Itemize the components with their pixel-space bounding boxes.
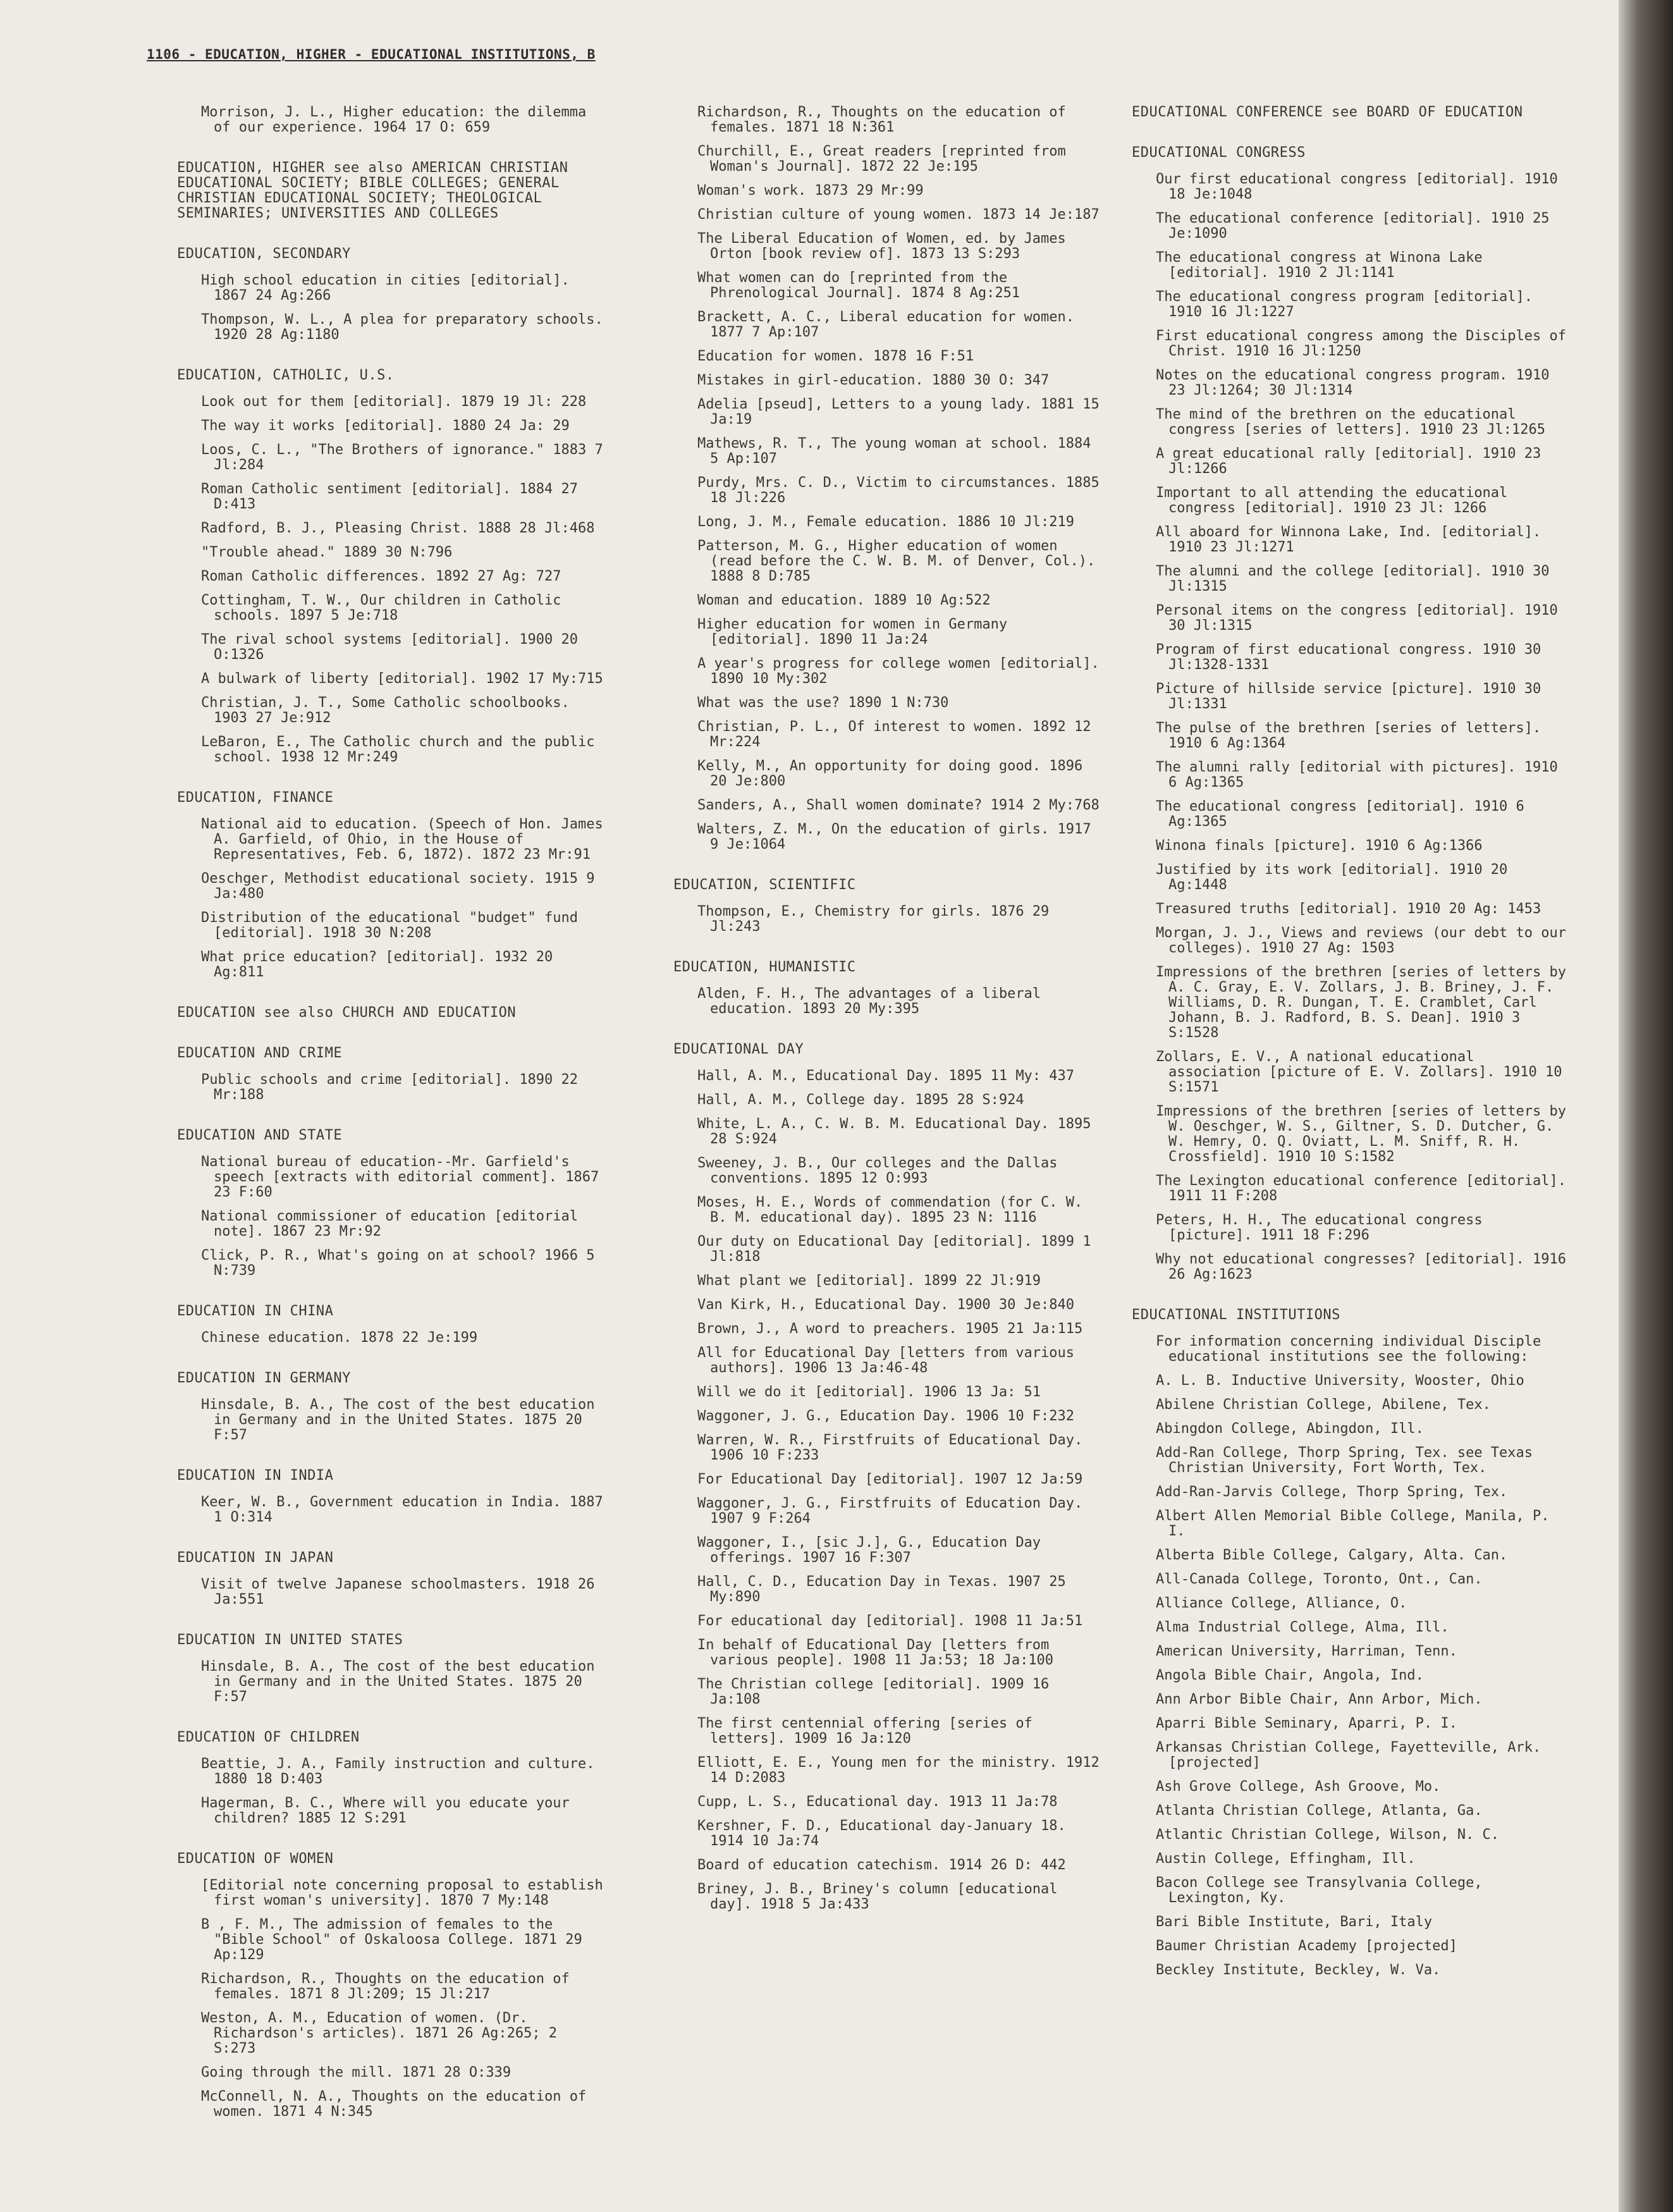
subject-heading: EDUCATIONAL CONFERENCE see BOARD OF EDUCATION — [1132, 104, 1523, 120]
index-entry: Oeschger, Methodist educational society. 1915 9 Ja:480 — [201, 871, 595, 902]
index-entry: The Christian college [editorial]. 1909 16 Ja:108 — [697, 1676, 1050, 1707]
index-entry: Important to all attending the educational congress [editorial]. 1910 23 Jl: 1266 — [1156, 485, 1508, 516]
index-entry: National aid to education. (Speech of Hon. James A. Garfield, of Ohio, in the House of Representatives, Feb. 6, 1872). 1872 23 Mr:91 — [201, 816, 603, 863]
index-entry: Mathews, R. T., The young woman at school. 1884 5 Ap:107 — [697, 436, 1091, 467]
index-entry: Christian culture of young women. 1873 14 Je:187 — [697, 207, 1100, 223]
index-entry: Board of education catechism. 1914 26 D: 442 — [697, 1857, 1066, 1873]
index-entry: Patterson, M. G., Higher education of women (read before the C. W. B. M. of Denver, Col.). 1888 8 D:785 — [697, 538, 1096, 584]
index-entry: Alberta Bible College, Calgary, Alta. Can. — [1156, 1547, 1508, 1563]
index-entry: Walters, Z. M., On the education of girls. 1917 9 Je:1064 — [697, 821, 1091, 852]
index-entry: Impressions of the brethren [series of letters by A. C. Gray, E. V. Zollars, J. B. Briney, J. F. Williams, D. R. Dungan, T. E. Cramblet, Carl Johann, B. J. Radford, B. S. Dean]. 1910 3 S:1528 — [1156, 964, 1567, 1041]
index-entry: Richardson, R., Thoughts on the education of females. 1871 18 N:361 — [697, 104, 1066, 135]
index-entry: Treasured truths [editorial]. 1910 20 Ag: 1453 — [1156, 901, 1541, 917]
index-entry: Ash Grove College, Ash Groove, Mo. — [1156, 1779, 1441, 1795]
index-entry: Our duty on Educational Day [editorial]. 1899 1 Jl:818 — [697, 1234, 1091, 1265]
index-entry: The rival school systems [editorial]. 1900 20 O:1326 — [201, 632, 579, 663]
index-entry: Brackett, A. C., Liberal education for women. 1877 7 Ap:107 — [697, 309, 1075, 340]
index-entry: Waggoner, J. G., Education Day. 1906 10 F:232 — [697, 1408, 1075, 1424]
index-entry: What was the use? 1890 1 N:730 — [697, 695, 949, 711]
index-entry: The educational congress at Winona Lake [editorial]. 1910 2 Jl:1141 — [1156, 250, 1483, 281]
index-entry: Arkansas Christian College, Fayetteville, Ark. [projected] — [1156, 1740, 1541, 1771]
index-entry: Thompson, W. L., A plea for preparatory schools. 1920 28 Ag:1180 — [201, 312, 603, 343]
index-entry: Justified by its work [editorial]. 1910 20 Ag:1448 — [1156, 862, 1508, 893]
index-entry: Long, J. M., Female education. 1886 10 Jl:219 — [697, 514, 1075, 530]
index-entry: Keer, W. B., Government education in India. 1887 1 O:314 — [201, 1494, 603, 1525]
index-entry: Weston, A. M., Education of women. (Dr. Richardson's articles). 1871 26 Ag:265; 2 S:273 — [201, 2010, 558, 2056]
index-column-2 — [673, 105, 1103, 1921]
index-entry: Waggoner, I., [sic J.], G., Education Day offerings. 1907 16 F:307 — [697, 1535, 1041, 1566]
index-entry: The first centennial offering [series of letters]. 1909 16 Ja:120 — [697, 1716, 1033, 1747]
index-entry: Notes on the educational congress program. 1910 23 Jl:1264; 30 Jl:1314 — [1156, 367, 1550, 398]
index-entry: Why not educational congresses? [editorial]. 1916 26 Ag:1623 — [1156, 1251, 1567, 1282]
index-entry: Add-Ran-Jarvis College, Thorp Spring, Tex. — [1156, 1484, 1508, 1500]
subject-heading: EDUCATION, SCIENTIFIC — [673, 877, 856, 893]
subject-heading: EDUCATION AND CRIME — [177, 1045, 343, 1061]
index-entry: Elliott, E. E., Young men for the ministry. 1912 14 D:2083 — [697, 1755, 1100, 1786]
index-entry: What price education? [editorial]. 1932 20 Ag:811 — [201, 949, 553, 980]
index-entry: Roman Catholic sentiment [editorial]. 1884 27 D:413 — [201, 481, 579, 512]
index-entry: Higher education for women in Germany [editorial]. 1890 11 Ja:24 — [697, 617, 1008, 648]
index-entry: First educational congress among the Disciples of Christ. 1910 16 Jl:1250 — [1156, 328, 1567, 359]
subject-heading: EDUCATION, CATHOLIC, U.S. — [177, 367, 395, 383]
subject-heading: EDUCATION OF WOMEN — [177, 1851, 334, 1867]
index-entry: For Educational Day [editorial]. 1907 12 Ja:59 — [697, 1472, 1083, 1487]
index-entry: Christian, P. L., Of interest to women. 1892 12 Mr:224 — [697, 719, 1091, 750]
index-entry: Kelly, M., An opportunity for doing good. 1896 20 Je:800 — [697, 758, 1083, 789]
index-entry: Angola Bible Chair, Angola, Ind. — [1156, 1668, 1424, 1683]
index-entry: Austin College, Effingham, Ill. — [1156, 1851, 1416, 1867]
index-entry: [Editorial note concerning proposal to establish first woman's university]. 1870 7 My:148 — [201, 1877, 603, 1908]
index-entry: Purdy, Mrs. C. D., Victim to circumstances. 1885 18 Jl:226 — [697, 475, 1100, 506]
index-entry: The way it works [editorial]. 1880 24 Ja: 29 — [201, 418, 570, 434]
index-entry: All-Canada College, Toronto, Ont., Can. — [1156, 1571, 1483, 1587]
index-entry: Cottingham, T. W., Our children in Catholic schools. 1897 5 Je:718 — [201, 593, 561, 624]
index-entry: Bacon College see Transylvania College, Lexington, Ky. — [1156, 1875, 1483, 1906]
subject-heading: EDUCATION IN INDIA — [177, 1468, 334, 1484]
index-entry: Beattie, J. A., Family instruction and culture. 1880 18 D:403 — [201, 1756, 595, 1787]
index-entry: LeBaron, E., The Catholic church and the public school. 1938 12 Mr:249 — [201, 734, 595, 765]
index-entry: Sanders, A., Shall women dominate? 1914 2 My:768 — [697, 797, 1100, 813]
index-entry: Warren, W. R., Firstfruits of Educational Day. 1906 10 F:233 — [697, 1432, 1083, 1463]
index-entry: Alden, F. H., The advantages of a liberal education. 1893 20 My:395 — [697, 986, 1041, 1017]
index-column-3 — [1132, 105, 1574, 1987]
index-entry: In behalf of Educational Day [letters from various people]. 1908 11 Ja:53; 18 Ja:100 — [697, 1637, 1054, 1668]
subject-heading: EDUCATION, HUMANISTIC — [673, 959, 856, 975]
index-entry: The educational congress [editorial]. 1910 6 Ag:1365 — [1156, 799, 1524, 830]
index-entry: Brown, J., A word to preachers. 1905 21 Ja:115 — [697, 1321, 1083, 1337]
index-entry: The educational conference [editorial]. 1910 25 Je:1090 — [1156, 211, 1550, 242]
index-entry: Going through the mill. 1871 28 O:339 — [201, 2065, 512, 2080]
index-entry: High school education in cities [editorial]. 1867 24 Ag:266 — [201, 273, 570, 304]
subject-heading: EDUCATION, HIGHER see also AMERICAN CHRISTIAN EDUCATIONAL SOCIETY; BIBLE COLLEGES; GENERAL CHRISTIAN EDUCATIONAL SOCIETY; THEOLOGICAL SEMINARIES; UNIVERSITIES AND COLLEGES — [177, 160, 568, 221]
subject-heading: EDUCATIONAL CONGRESS — [1132, 145, 1306, 161]
index-entry: Thompson, E., Chemistry for girls. 1876 29 Jl:243 — [697, 904, 1050, 935]
index-column-1 — [177, 105, 607, 2129]
index-entry: Impressions of the brethren [series of letters by W. Oeschger, W. S., Giltner, S. D. Dutcher, G. W. Hemry, O. Q. Oviatt, L. M. Sniff, R. H. Crossfield]. 1910 10 S:1582 — [1156, 1103, 1567, 1165]
index-entry: What plant we [editorial]. 1899 22 Jl:919 — [697, 1273, 1041, 1289]
index-entry: Kershner, F. D., Educational day-January 18. 1914 10 Ja:74 — [697, 1818, 1066, 1849]
index-entry: For educational day [editorial]. 1908 11 Ja:51 — [697, 1613, 1083, 1629]
index-entry: Peters, H. H., The educational congress [picture]. 1911 18 F:296 — [1156, 1212, 1483, 1243]
book-gutter — [1619, 0, 1673, 2212]
index-entry: Van Kirk, H., Educational Day. 1900 30 Je:840 — [697, 1297, 1075, 1313]
index-entry: The alumni and the college [editorial]. 1910 30 Jl:1315 — [1156, 563, 1550, 594]
index-entry: National commissioner of education [editorial note]. 1867 23 Mr:92 — [201, 1208, 579, 1239]
index-entry: For information concerning individual Disciple educational institutions see the following: — [1156, 1334, 1541, 1365]
index-entry: Morgan, J. J., Views and reviews (our debt to our colleges). 1910 27 Ag: 1503 — [1156, 925, 1567, 956]
index-entry: Atlanta Christian College, Atlanta, Ga. — [1156, 1803, 1483, 1819]
subject-heading: EDUCATION, SECONDARY — [177, 246, 351, 262]
index-entry: The Lexington educational conference [editorial]. 1911 11 F:208 — [1156, 1173, 1567, 1204]
index-entry: Radford, B. J., Pleasing Christ. 1888 28 Jl:468 — [201, 520, 595, 536]
index-entry: Mistakes in girl-education. 1880 30 O: 347 — [697, 372, 1050, 388]
index-entry: Public schools and crime [editorial]. 1890 22 Mr:188 — [201, 1072, 579, 1103]
index-entry: Atlantic Christian College, Wilson, N. C. — [1156, 1827, 1500, 1843]
index-entry: Hinsdale, B. A., The cost of the best education in Germany and in the United States. 1875 20 F:57 — [201, 1659, 595, 1705]
index-entry: Alma Industrial College, Alma, Ill. — [1156, 1619, 1449, 1635]
index-entry: Bari Bible Institute, Bari, Italy — [1156, 1914, 1433, 1930]
index-entry: All aboard for Winnona Lake, Ind. [editorial]. 1910 23 Jl:1271 — [1156, 524, 1541, 555]
index-entry: The Liberal Education of Women, ed. by James Orton [book review of]. 1873 13 S:293 — [697, 231, 1066, 262]
index-entry: Baumer Christian Academy [projected] — [1156, 1938, 1457, 1954]
index-entry: Education for women. 1878 16 F:51 — [697, 348, 974, 364]
subject-heading: EDUCATIONAL DAY — [673, 1041, 804, 1057]
index-entry: Look out for them [editorial]. 1879 19 Jl: 228 — [201, 394, 587, 410]
index-entry: Hall, A. M., Educational Day. 1895 11 My: 437 — [697, 1068, 1075, 1084]
index-entry: Christian, J. T., Some Catholic schoolbooks. 1903 27 Je:912 — [201, 695, 570, 726]
index-entry: All for Educational Day [letters from various authors]. 1906 13 Ja:46-48 — [697, 1345, 1075, 1376]
index-entry: Churchill, E., Great readers [reprinted from Woman's Journal]. 1872 22 Je:195 — [697, 144, 1066, 175]
subject-heading: EDUCATION see also CHURCH AND EDUCATION — [177, 1005, 517, 1021]
subject-heading: EDUCATION, FINANCE — [177, 790, 334, 806]
index-entry: Hall, A. M., College day. 1895 28 S:924 — [697, 1092, 1024, 1108]
index-entry: Richardson, R., Thoughts on the education of females. 1871 8 Jl:209; 15 Jl:217 — [201, 1971, 570, 2002]
index-entry: B , F. M., The admission of females to the "Bible School" of Oskaloosa College. 1871 29 Ap:129 — [201, 1917, 582, 1963]
index-entry: The educational congress program [editorial]. 1910 16 Jl:1227 — [1156, 289, 1533, 320]
index-entry: Moses, H. E., Words of commendation (for C. W. B. M. educational day). 1895 23 N: 1116 — [697, 1195, 1083, 1226]
index-entry: Cupp, L. S., Educational day. 1913 11 Ja:78 — [697, 1794, 1058, 1810]
index-entry: Personal items on the congress [editorial]. 1910 30 Jl:1315 — [1156, 603, 1558, 634]
subject-heading: EDUCATION IN JAPAN — [177, 1550, 334, 1566]
index-entry: Winona finals [picture]. 1910 6 Ag:1366 — [1156, 838, 1483, 854]
index-entry: The mind of the brethren on the educational congress [series of letters]. 1910 23 Jl:1265 — [1156, 407, 1546, 438]
index-entry: A bulwark of liberty [editorial]. 1902 17 My:715 — [201, 671, 603, 687]
subject-heading: EDUCATION AND STATE — [177, 1128, 343, 1143]
index-entry: Abingdon College, Abingdon, Ill. — [1156, 1421, 1424, 1437]
subject-heading: EDUCATION OF CHILDREN — [177, 1730, 360, 1745]
index-entry: White, L. A., C. W. B. M. Educational Day. 1895 28 S:924 — [697, 1116, 1091, 1147]
index-entry: Visit of twelve Japanese schoolmasters. 1918 26 Ja:551 — [201, 1576, 595, 1607]
index-entry: Add-Ran College, Thorp Spring, Tex. see Texas Christian University, Fort Worth, Tex. — [1156, 1445, 1533, 1476]
index-entry: Adelia [pseud], Letters to a young lady. 1881 15 Ja:19 — [697, 396, 1100, 427]
index-entry: Our first educational congress [editorial]. 1910 18 Je:1048 — [1156, 171, 1558, 202]
index-entry: Albert Allen Memorial Bible College, Manila, P. I. — [1156, 1508, 1550, 1539]
index-entry: Loos, C. L., "The Brothers of ignorance." 1883 7 Jl:284 — [201, 442, 603, 473]
index-entry: The pulse of the brethren [series of letters]. 1910 6 Ag:1364 — [1156, 720, 1541, 751]
index-entry: Zollars, E. V., A national educational association [picture of E. V. Zollars]. 1910 10 S:1571 — [1156, 1049, 1562, 1095]
index-entry: The alumni rally [editorial with pictures]. 1910 6 Ag:1365 — [1156, 759, 1558, 790]
subject-heading: EDUCATION IN CHINA — [177, 1303, 334, 1319]
index-entry: Morrison, J. L., Higher education: the dilemma of our experience. 1964 17 O: 659 — [201, 104, 587, 135]
index-entry: Alliance College, Alliance, O. — [1156, 1595, 1407, 1611]
index-entry: American University, Harriman, Tenn. — [1156, 1644, 1457, 1659]
index-entry: A. L. B. Inductive University, Wooster, Ohio — [1156, 1373, 1524, 1389]
index-entry: Hagerman, B. C., Where will you educate your children? 1885 12 S:291 — [201, 1795, 570, 1826]
index-entry: Woman and education. 1889 10 Ag:522 — [697, 593, 991, 608]
index-entry: Distribution of the educational "budget" fund [editorial]. 1918 30 N:208 — [201, 910, 579, 941]
index-entry: National bureau of education--Mr. Garfield's speech [extracts with editorial comment]. 1867 23 F:60 — [201, 1154, 599, 1200]
index-entry: Abilene Christian College, Abilene, Tex. — [1156, 1397, 1491, 1413]
index-entry: McConnell, N. A., Thoughts on the education of women. 1871 4 N:345 — [201, 2089, 587, 2120]
index-entry: What women can do [reprinted from the Phrenological Journal]. 1874 8 Ag:251 — [697, 270, 1020, 301]
index-entry: Program of first educational congress. 1910 30 Jl:1328-1331 — [1156, 642, 1541, 673]
subject-heading: EDUCATION IN GERMANY — [177, 1370, 351, 1386]
index-entry: Roman Catholic differences. 1892 27 Ag: 727 — [201, 568, 561, 584]
index-entry: Aparri Bible Seminary, Aparri, P. I. — [1156, 1716, 1457, 1731]
index-entry: Woman's work. 1873 29 Mr:99 — [697, 183, 924, 199]
index-entry: Hinsdale, B. A., The cost of the best education in Germany and in the United States. 1875 20 F:57 — [201, 1397, 595, 1443]
subject-heading: EDUCATIONAL INSTITUTIONS — [1132, 1307, 1340, 1323]
running-head: 1106 - EDUCATION, HIGHER - EDUCATIONAL INSTITUTIONS, B — [147, 47, 596, 62]
index-entry: Waggoner, J. G., Firstfruits of Education Day. 1907 9 F:264 — [697, 1496, 1083, 1527]
index-entry: Click, P. R., What's going on at school? 1966 5 N:739 — [201, 1248, 595, 1279]
index-entry: "Trouble ahead." 1889 30 N:796 — [201, 544, 453, 560]
index-entry: Sweeney, J. B., Our colleges and the Dallas conventions. 1895 12 O:993 — [697, 1155, 1058, 1186]
index-entry: Picture of hillside service [picture]. 1910 30 Jl:1331 — [1156, 681, 1541, 712]
index-entry: Chinese education. 1878 22 Je:199 — [201, 1330, 478, 1346]
index-entry: Ann Arbor Bible Chair, Ann Arbor, Mich. — [1156, 1692, 1483, 1707]
index-entry: Will we do it [editorial]. 1906 13 Ja: 51 — [697, 1384, 1041, 1400]
index-entry: A year's progress for college women [editorial]. 1890 10 My:302 — [697, 656, 1100, 687]
index-entry: A great educational rally [editorial]. 1910 23 Jl:1266 — [1156, 446, 1541, 477]
subject-heading: EDUCATION IN UNITED STATES — [177, 1632, 403, 1648]
index-entry: Briney, J. B., Briney's column [educational day]. 1918 5 Ja:433 — [697, 1881, 1058, 1912]
index-entry: Hall, C. D., Education Day in Texas. 1907 25 My:890 — [697, 1574, 1066, 1605]
index-entry: Beckley Institute, Beckley, W. Va. — [1156, 1962, 1441, 1978]
